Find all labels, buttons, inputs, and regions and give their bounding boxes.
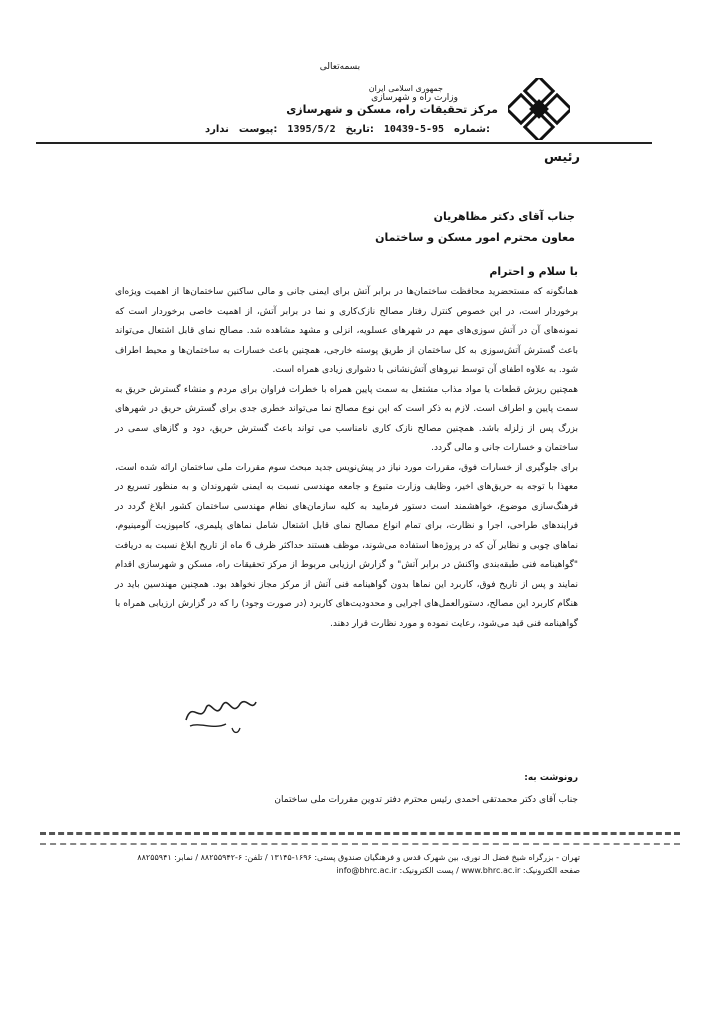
attachment-label: پیوست: xyxy=(238,123,278,135)
website-link[interactable]: www.bhrc.ac.ir xyxy=(461,866,521,875)
organization-header xyxy=(258,84,498,116)
recipient-block xyxy=(275,207,575,249)
email-label: پست الکترونیک: xyxy=(399,866,454,875)
attachment-value: ندارد xyxy=(205,123,229,135)
cc-recipient: جناب آقای دکتر محمدتقی احمدی رئیس محترم دفتر تدوین مقررات ملی ساختمان xyxy=(274,795,578,805)
recipient-name: جناب آقای دکتر مظاهریان xyxy=(433,210,575,223)
footer-contact: صفحه الکترونیک: www.bhrc.ac.ir / پست الکترونیک: info@bhrc.ac.ir xyxy=(336,866,580,875)
header-divider xyxy=(36,142,652,144)
carbon-copy-block xyxy=(78,767,578,811)
letter-title: رئیس xyxy=(543,150,580,165)
website-label: صفحه الکترونیک: xyxy=(522,866,580,875)
body-paragraph-1: همانگونه که مستحضرید محافظت ساختمان‌ها در برابر آتش برای ایمنی جانی و مالی ساکنین ساختمان‌ها از اهمیت ویژه‌ای برخوردار است، در این خصوص کنترل رفتار مصالح نازک‌کاری و نما در برابر آتش، از اهمیت خاصی برخوردار است که نمونه‌های آن در آتش سوزی‌های مهم در شهرهای عسلویه، انزلی و مشهد مشاهده شد. مصالح نمای قابل اشتعال می‌تواند باعث گسترش آتش‌سوزی به کل ساختمان از طریق پوسته خارجی، همچنین باعث خسارات به ساختمان‌ها و محیط اطراف شود. به علاوه اطفای آن توسط نیروهای آتش‌نشانی با دشواری زیادی همراه است. xyxy=(115,287,578,375)
body-paragraph-3: برای جلوگیری از خسارات فوق، مقررات مورد نیاز در پیش‌نویس جدید مبحث سوم مقررات ملی ساختمان ارائه شده است، معهذا با توجه به حریق‌های اخیر، وظایف وزارت متبوع و جامعه مهندسی نسبت به ایمنی شهروندان و به منظور تسریع در فرهنگ‌سازی موضوع، خواهشمند است دستور فرمایید به کلیه سازمان‌های نظام مهندسی ساختمان کشور ابلاغ گردد در فرایندهای طراحی، اجرا و نظارت، برای تمام انواع مصالح نمای قابل اشتعال شامل نماهای پلیمری، کامپوزیت آلومینیوم، نماهای چوبی و نظایر آن که در پروژه‌ها استفاده می‌شوند، موظف هستند حداکثر ظرف 6 ماه از تاریخ ابلاغ نسبت به دریافت "گواهینامه فنی طبقه‌بندی واکنش در برابر آتش" و گزارش ارزیابی مربوط از مرکز تحقیقات راه، مسکن و شهرسازی اقدام نمایند و پس از تاریخ فوق، کاربرد این نماها بدون گواهینامه فنی آتش از مرکز مجاز نخواهد بود. همچنین مهندسین باید در هنگام کاربرد این مصالح، دستورالعمل‌های اجرایی و محدودیت‌های کاربرد (در صورت وجود) را که در گزارش ارزیابی همراه با گواهینامه فنی قید می‌شود، رعایت نموده و مورد نظارت قرار دهند. xyxy=(115,462,579,629)
handwritten-signature xyxy=(180,690,260,736)
recipient-position: معاون محترم امور مسکن و ساختمان xyxy=(375,230,575,244)
body-paragraph-2: همچنین ریزش قطعات یا مواد مذاب مشتعل به سمت پایین همراه با خطرات فراوان برای مردم و منشاء گسترش حریق به سمت پایین و اطراف است. لازم به ذکر است که این نوع مصالح نما می‌تواند خطری جدی برای گسترش حریق در شهرهای بزرگ پس از زلزله باشد. همچنین مصالح نازک کاری نامناسب می تواند باعث گسترش حریق، دود و گازهای سمی در ساختمان و خسارات جانی و مالی گردد. xyxy=(115,384,578,453)
footer-divider xyxy=(40,832,680,845)
org-center-name: مرکز تحقیقات راه، مسکن و شهرسازی xyxy=(286,102,498,116)
footer xyxy=(110,851,580,877)
number-label: شماره: xyxy=(454,123,490,135)
date-value: 1395/5/2 xyxy=(287,123,336,135)
letter-meta xyxy=(36,120,490,138)
org-country: جمهوری اسلامی ایران xyxy=(368,84,443,93)
date-label: تاریخ: xyxy=(345,123,374,135)
footer-address: تهران - بزرگراه شیخ فضل الـ نوری، بین شهرک قدس و فرهنگیان صندوق پستی: ۱۶۹۶-۱۳۱۴۵ / تلفن: ۶-۸۸۲۵۵۹۴۲ / نمابر: ۸۸۲۵۵۹۴۱ xyxy=(137,853,580,862)
number-value: 10439-5-95 xyxy=(383,123,445,135)
bismillah: بسمه‌تعالی xyxy=(319,62,361,72)
org-ministry: وزارت راه و شهرسازی xyxy=(371,93,458,104)
letter-body xyxy=(115,283,578,634)
cc-title: رونوشت به: xyxy=(524,773,578,783)
greeting: با سلام و احترام xyxy=(489,265,578,278)
bhrc-logo-icon xyxy=(508,78,570,140)
email-link[interactable]: info@bhrc.ac.ir xyxy=(336,866,397,875)
